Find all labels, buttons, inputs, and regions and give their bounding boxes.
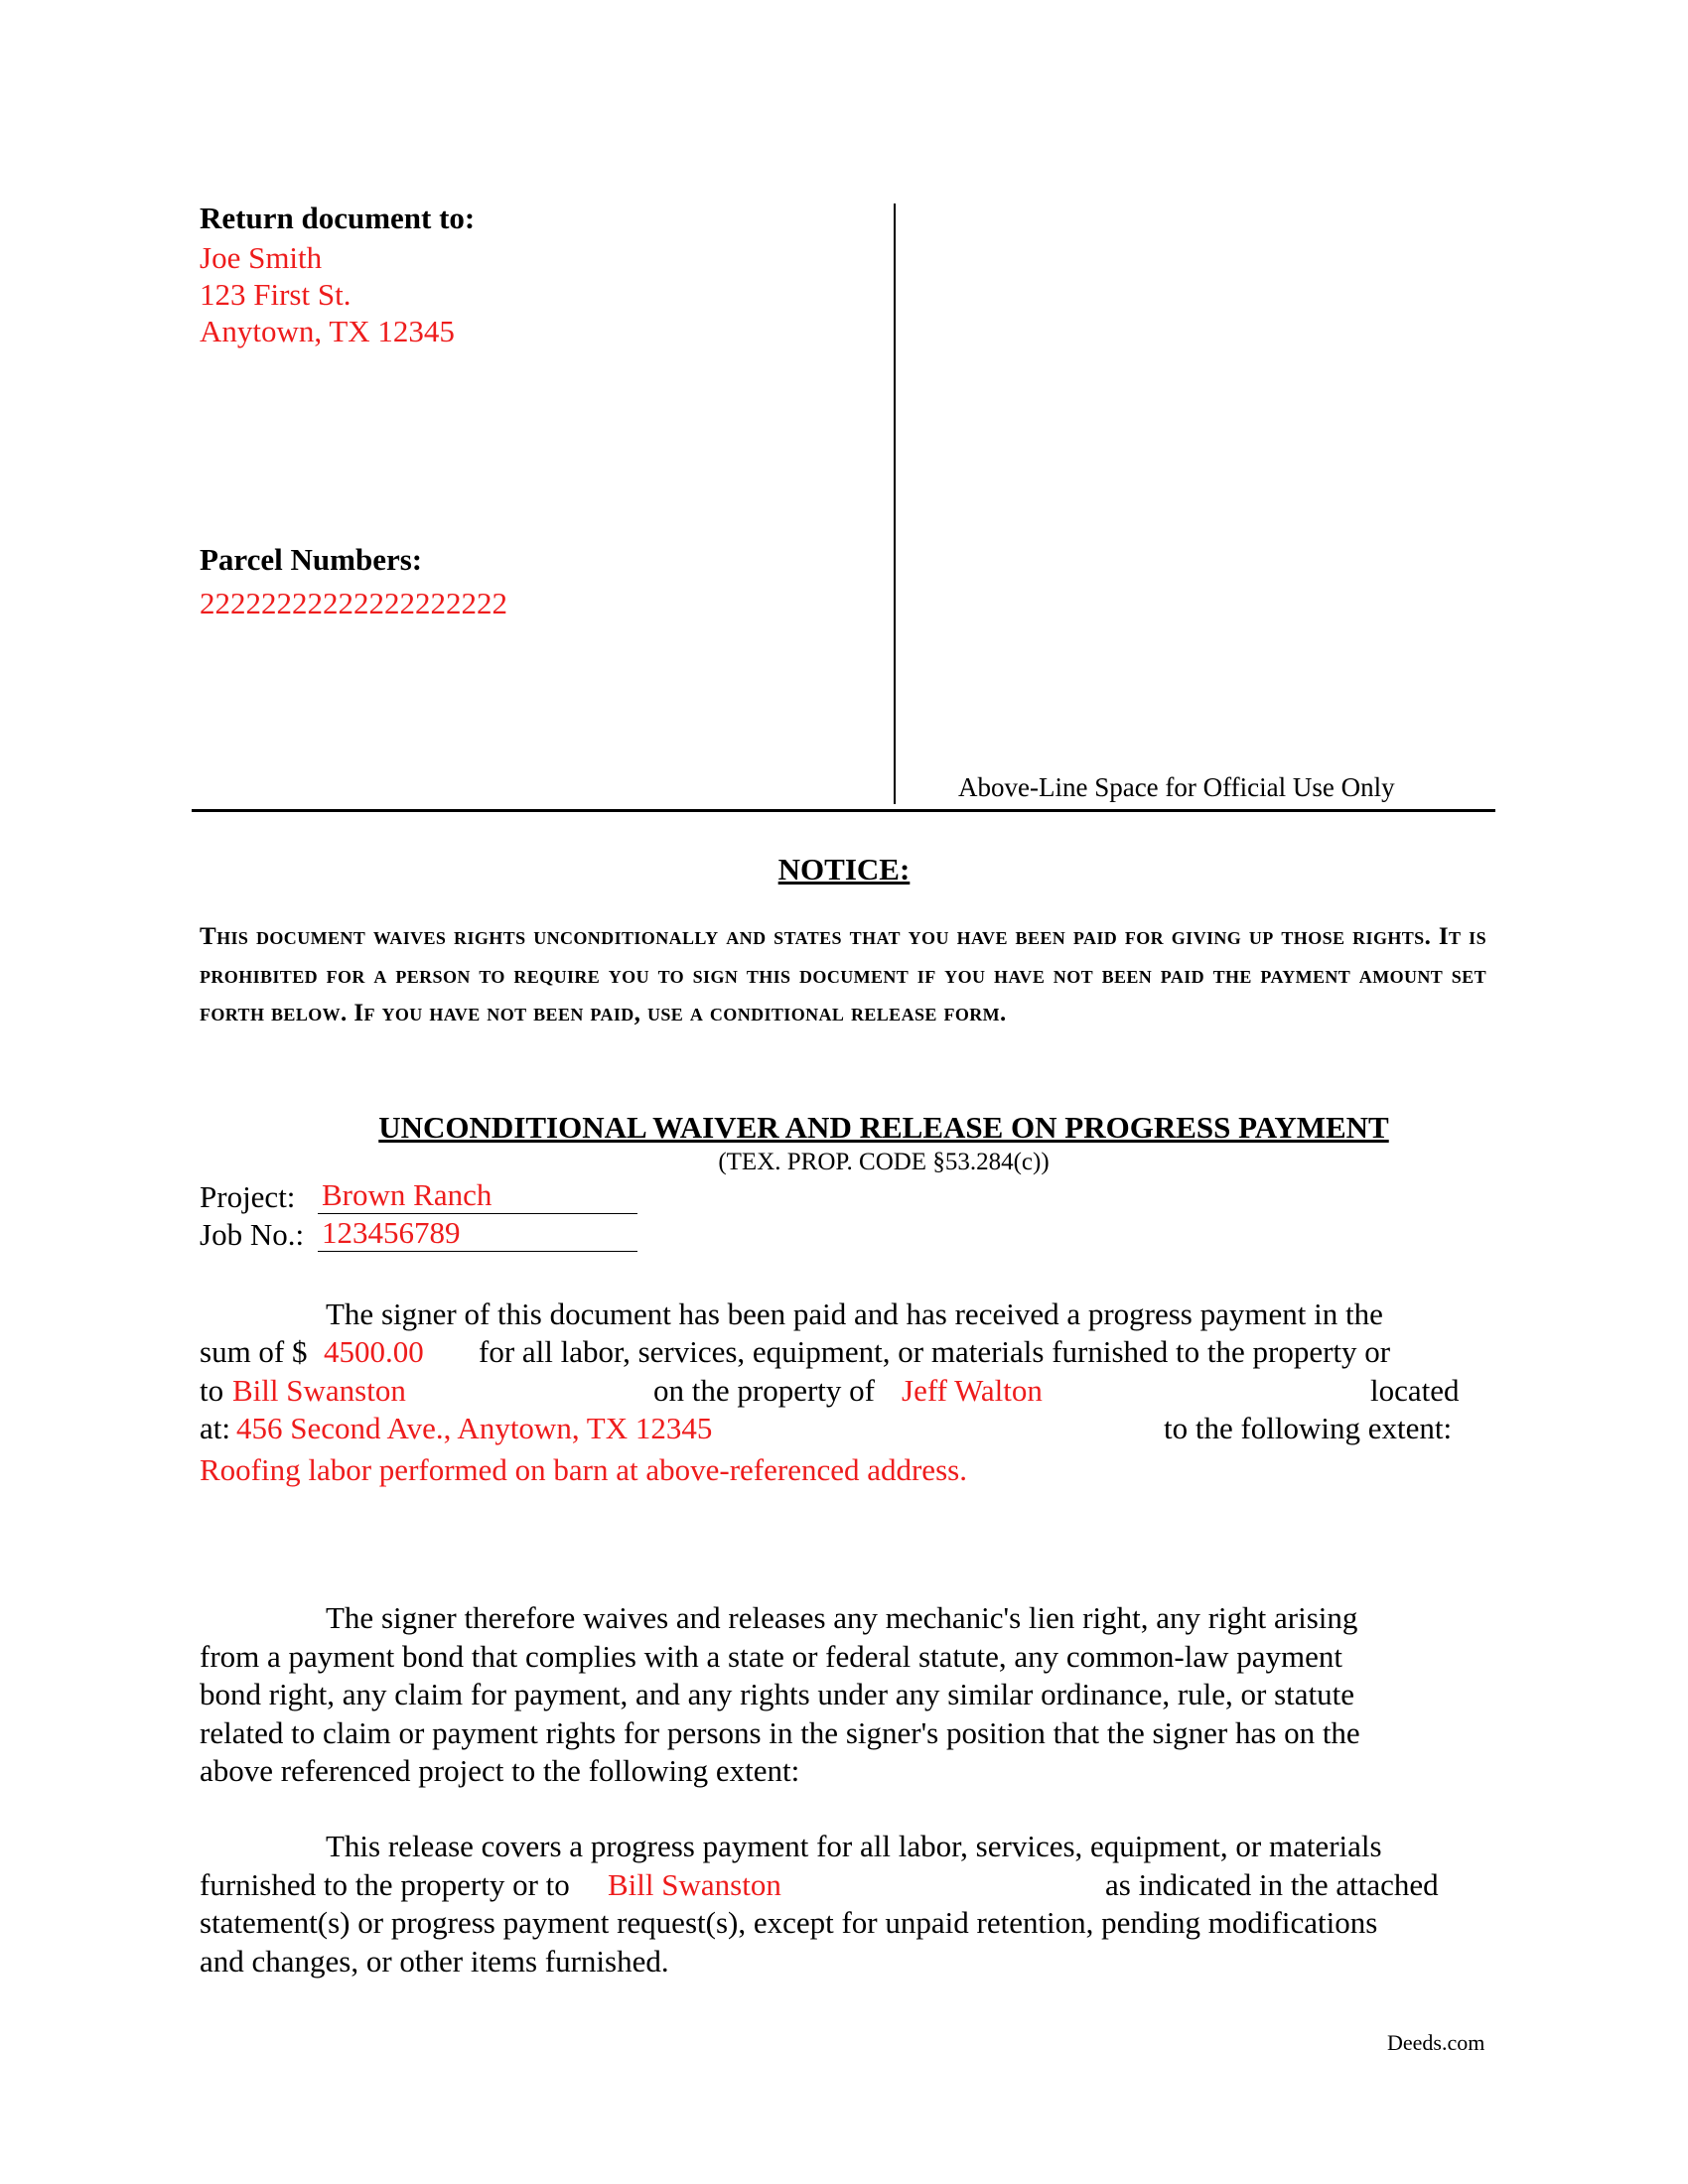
release-paragraph-line3: statement(s) or progress payment request(s), except for unpaid retention, pending modifications — [200, 1905, 1378, 1940]
release-contractor-name: Bill Swanston — [608, 1867, 781, 1902]
notice-title: NOTICE: — [777, 852, 911, 887]
project-label: Project: — [200, 1179, 296, 1214]
release-paragraph-line4: and changes, or other items furnished. — [200, 1944, 669, 1979]
release-paragraph-line2-suffix: as indicated in the attached — [1105, 1867, 1439, 1902]
property-address: 456 Second Ave., Anytown, TX 12345 — [236, 1411, 713, 1445]
on-property-label: on the property of — [653, 1373, 875, 1408]
waiver-paragraph-line1: The signer therefore waives and releases any mechanic's lien right, any right arising — [326, 1600, 1358, 1635]
to-label: to — [200, 1373, 224, 1408]
payment-amount: 4500.00 — [324, 1334, 424, 1369]
waiver-paragraph-line2: from a payment bond that complies with a state or federal statute, any common-law payment — [200, 1639, 1342, 1674]
sum-prefix: sum of $ — [200, 1334, 308, 1369]
at-label: at: — [200, 1411, 230, 1445]
return-city: Anytown, TX 12345 — [200, 314, 455, 348]
form-title: UNCONDITIONAL WAIVER AND RELEASE ON PROGRESS PAYMENT — [378, 1110, 1389, 1145]
located-label: located — [1370, 1373, 1460, 1408]
project-field: Brown Ranch — [318, 1177, 637, 1214]
parcel-number: 22222222222222222222 — [200, 586, 507, 620]
job-number-field: 123456789 — [318, 1215, 637, 1252]
return-street: 123 First St. — [200, 277, 352, 312]
waiver-paragraph-line3: bond right, any claim for payment, and any rights under any similar ordinance, rule, or statute — [200, 1677, 1355, 1711]
return-document-label: Return document to: — [200, 201, 476, 235]
statute-code: (TEX. PROP. CODE §53.284(c)) — [718, 1149, 1050, 1175]
contractor-name: Bill Swanston — [232, 1373, 406, 1408]
extent-description: Roofing labor performed on barn at above-referenced address. — [200, 1452, 967, 1487]
job-number-label: Job No.: — [200, 1217, 305, 1252]
vertical-divider — [894, 204, 896, 804]
official-use-label: Above-Line Space for Official Use Only — [958, 772, 1395, 802]
parcel-numbers-label: Parcel Numbers: — [200, 542, 423, 577]
release-paragraph-line1: This release covers a progress payment for all labor, services, equipment, or materials — [326, 1829, 1382, 1863]
footer-brand: Deeds.com — [1387, 2030, 1485, 2055]
waiver-paragraph-line4: related to claim or payment rights for persons in the signer's position that the signer has on the — [200, 1715, 1360, 1750]
payment-paragraph-line1: The signer of this document has been paid and has received a progress payment in the — [326, 1297, 1383, 1331]
return-name: Joe Smith — [200, 240, 323, 275]
extent-label: to the following extent: — [1164, 1411, 1453, 1445]
release-paragraph-line2-prefix: furnished to the property or to — [200, 1867, 570, 1902]
waiver-paragraph-line5: above referenced project to the following extent: — [200, 1753, 800, 1788]
sum-suffix: for all labor, services, equipment, or materials furnished to the property or — [479, 1334, 1391, 1369]
recording-divider-line — [192, 809, 1495, 812]
notice-text: This document waives rights unconditionally and states that you have been paid for giving up those rights. It is prohibited for a person to require you to sign this document if you have not been paid the payment amount set forth below. If you have not been paid, use a conditional release form. — [200, 923, 1486, 1026]
owner-name: Jeff Walton — [902, 1373, 1043, 1408]
